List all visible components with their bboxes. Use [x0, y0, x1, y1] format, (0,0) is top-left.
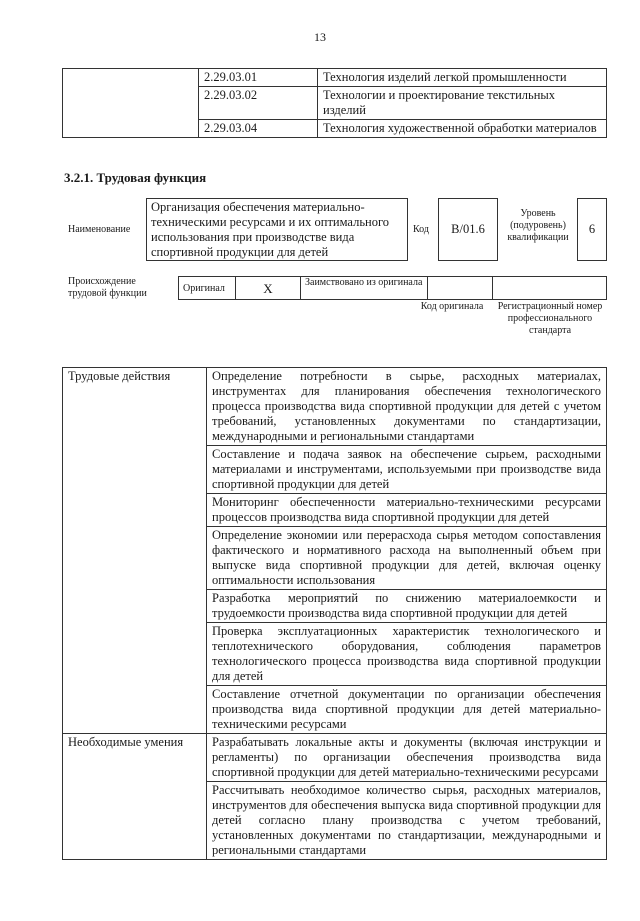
skills-label: Необходимые умения — [63, 734, 207, 860]
original-mark-cell: X — [236, 277, 301, 300]
code-cell: 2.29.03.02 — [199, 87, 318, 120]
list-item: Разработка мероприятий по снижению материалоемкости и трудоемкости производства вида спортивной продукции для детей — [207, 590, 607, 623]
list-item: Рассчитывать необходимое количество сырья, расходных материалов, инструментов для обеспечения выпуска вида спортивной продукции для детей согласно плану производства с учетом требований, установленных документами по стандартизации, международными и региональными стандартами — [207, 782, 607, 860]
section-heading: 3.2.1. Трудовая функция — [64, 170, 207, 185]
education-codes-table — [62, 68, 607, 138]
origin-table — [178, 276, 607, 300]
table-row — [179, 277, 607, 300]
table-row — [63, 69, 607, 87]
name-cell: Технологии и проектирование текстильных изделий — [318, 87, 607, 120]
original-code-cell — [428, 277, 493, 300]
list-item: Составление и подача заявок на обеспечение сырьем, расходными материалами и инструментами, используемыми при производстве вида спортивной продукции для детей — [207, 446, 607, 494]
function-name-box: Организация обеспечения материально-техническими ресурсами и их оптимального использования при производстве вида спортивной продукции для детей — [146, 198, 408, 261]
level-box: 6 — [577, 198, 607, 261]
list-item: Составление отчетной документации по организации обеспечения производства вида спортивной продукции для детей материально-техническими ресурсами — [207, 686, 607, 734]
page-number: 13 — [314, 30, 326, 44]
list-item: Проверка эксплуатационных характеристик технологического и теплотехнического оборудования, соблюдения параметров технологического процесса производства вида спортивной продукции для детей — [207, 623, 607, 686]
name-label: Наименование — [68, 224, 131, 235]
empty-cell — [63, 69, 199, 138]
list-item: Определение экономии или перерасхода сырья методом сопоставления фактического и нормативного расхода на выполненный объем при выпуске вида спортивной продукции для детей, включая оценку оптимальности использования — [207, 527, 607, 590]
labor-actions-label: Трудовые действия — [63, 368, 207, 734]
code-cell: 2.29.03.01 — [199, 69, 318, 87]
level-label: Уровень (подуровень) квалификации — [507, 208, 569, 243]
table-row — [63, 368, 607, 446]
code-label: Код — [413, 224, 429, 235]
list-item: Мониторинг обеспеченности материально-техническими ресурсами процессов производства вида спортивной продукции для детей — [207, 494, 607, 527]
original-cell: Оригинал — [179, 277, 236, 300]
list-item: Разрабатывать локальные акты и документы (включая инструкции и регламенты) по организации обеспечения производства вида спортивной продукции для детей материально-техническими ресурсами — [207, 734, 607, 782]
name-cell: Технология изделий легкой промышленности — [318, 69, 607, 87]
table-row — [63, 734, 607, 782]
name-cell: Технология художественной обработки материалов — [318, 120, 607, 138]
borrowed-cell: Заимствовано из оригинала — [301, 277, 428, 300]
list-item: Определение потребности в сырье, расходных материалах, инструментах для планирования обеспечения технологического процесса производства вида спортивной продукции для детей с учетом требований, установленных документами по стандартизации, международными и региональными стандартами — [207, 368, 607, 446]
registration-caption: Регистрационный номер профессионального стандарта — [497, 301, 603, 336]
code-cell: 2.29.03.04 — [199, 120, 318, 138]
registration-number-cell — [493, 277, 607, 300]
function-code-box: B/01.6 — [438, 198, 498, 261]
origin-label: Происхождение трудовой функции — [68, 276, 147, 299]
function-details-table — [62, 367, 607, 860]
code-caption: Код оригинала — [420, 301, 484, 312]
